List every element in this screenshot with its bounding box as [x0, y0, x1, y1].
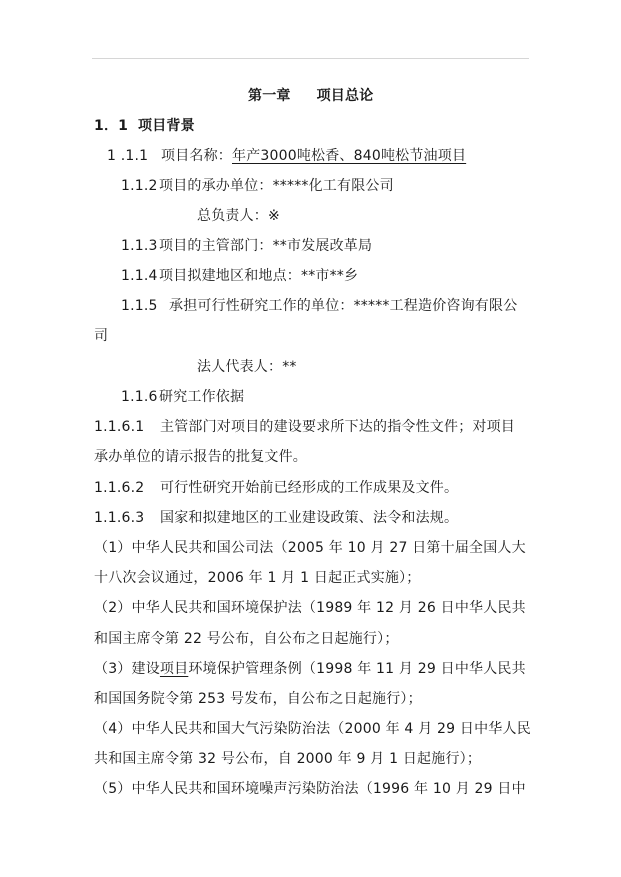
chapter-number: 第一章 — [248, 88, 291, 104]
item-number: 1.1.5 — [121, 298, 158, 314]
owner-value: ※ — [268, 208, 280, 224]
law-4-line-2: 共和国主席令第 32 号公布，自 2000 年 9 月 1 日起施行）； — [94, 751, 482, 767]
item-label: 项目的承办单位： — [159, 178, 273, 194]
section-number: 1．1 — [94, 118, 129, 134]
law-4-line-1: （4）中华人民共和国大气污染防治法（2000 年 4 月 29 日中华人民 — [94, 721, 531, 737]
item-number: 1.1.2 — [121, 178, 158, 194]
item-text: 国家和拟建地区的工业建设政策、法令和法规。 — [160, 510, 459, 526]
item-text: 可行性研究开始前已经形成的工作成果及文件。 — [160, 480, 459, 496]
law-1-line-2: 十八次会议通过，2006 年 1 月 1 日起正式实施）； — [94, 570, 421, 586]
item-value: *****化工有限公司 — [272, 178, 394, 194]
item-1-1-6 — [121, 388, 244, 406]
item-1-1-6-1-cont: 承办单位的请示报告的批复文件。 — [94, 449, 307, 465]
item-text: 项目的主管部门：**市发展改革局 — [159, 238, 373, 254]
item-number: 1.1.6.3 — [94, 510, 145, 526]
item-1-1-5-cont: 司 — [94, 328, 109, 344]
item-number: 1.1.3 — [121, 238, 158, 254]
item-text: 项目拟建地区和地点：**市**乡 — [159, 268, 359, 284]
item-1-1-5 — [121, 297, 517, 315]
owner-line — [197, 207, 280, 225]
section-title: 项目背景 — [138, 118, 195, 134]
item-1-1-1 — [107, 147, 466, 165]
owner-label: 总负责人： — [197, 208, 268, 224]
item-label: 项目名称： — [161, 148, 232, 164]
law-3-line-1 — [94, 660, 526, 678]
project-name: 年产3000吨松香、840吨松节油项目 — [232, 148, 467, 164]
law-5-line-1: （5）中华人民共和国环境噪声污染防治法（1996 年 10 月 29 日中 — [94, 781, 526, 797]
item-number: 1.1.4 — [121, 268, 158, 284]
item-1-1-6-3 — [94, 509, 458, 527]
law-3-prefix: （3）建设 — [94, 661, 160, 677]
item-1-1-6-2 — [94, 479, 458, 497]
item-text: 承担可行性研究工作的单位：*****工程造价咨询有限公 — [169, 298, 518, 314]
legal-rep-line: 法人代表人：** — [197, 359, 297, 375]
item-1-1-6-1 — [94, 418, 515, 436]
chapter-title — [248, 87, 373, 105]
item-1-1-2 — [121, 177, 394, 195]
law-2-line-1: （2）中华人民共和国环境保护法（1989 年 12 月 26 日中华人民共 — [94, 600, 526, 616]
item-number: 1.1.6.1 — [94, 419, 145, 435]
section-1-1-heading — [94, 117, 195, 135]
item-text: 主管部门对项目的建设要求所下达的指令性文件；对项目 — [160, 419, 515, 435]
item-1-1-3 — [121, 237, 372, 255]
law-3-line-2: 和国国务院令第 253 号发布，自公布之日起施行）； — [94, 691, 422, 707]
law-2-line-2: 和国主席令第 22 号公布，自公布之日起施行）； — [94, 631, 399, 647]
law-1-line-1: （1）中华人民共和国公司法（2005 年 10 月 27 日第十届全国人大 — [94, 540, 526, 556]
law-3-underlined: 项目 — [159, 661, 189, 677]
item-1-1-4 — [121, 267, 358, 285]
header-rule — [92, 58, 529, 59]
item-number: 1.1.6 — [121, 389, 158, 405]
item-number: 1 .1.1 — [107, 148, 149, 164]
law-3-rest: 环境保护管理条例（1998 年 11 月 29 日中华人民共 — [188, 661, 526, 677]
item-number: 1.1.6.2 — [94, 480, 145, 496]
item-text: 研究工作依据 — [159, 389, 245, 405]
chapter-name: 项目总论 — [316, 88, 374, 104]
